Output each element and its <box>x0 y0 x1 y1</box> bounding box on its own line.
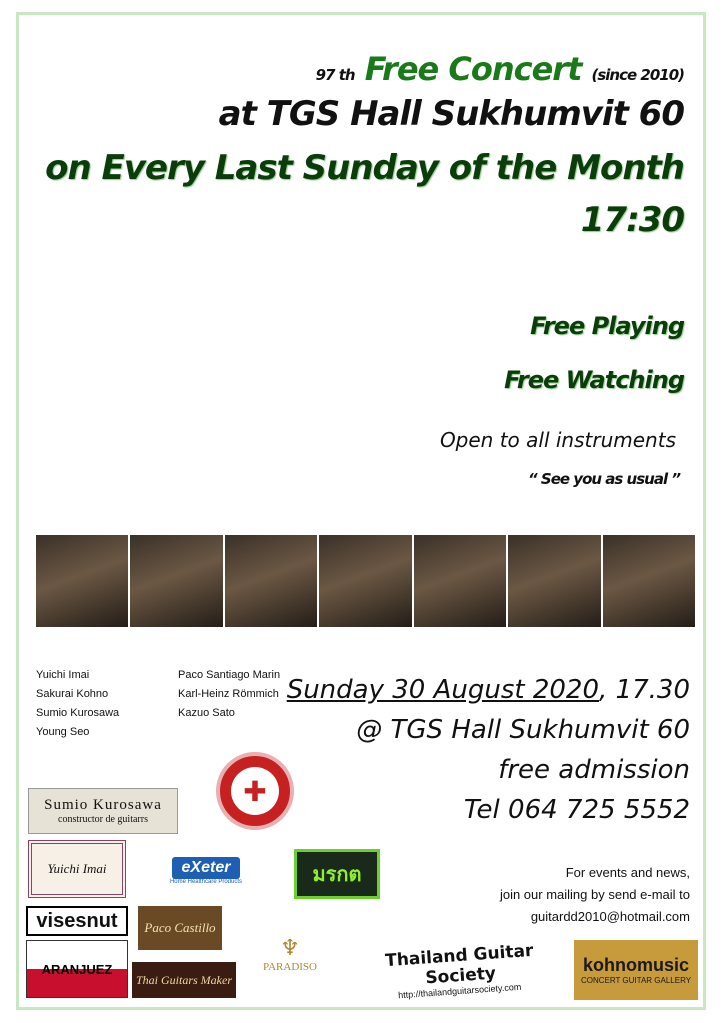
since-label: (since 2010) <box>591 66 684 84</box>
free-playing: Free Playing <box>530 312 684 340</box>
imai-logo: Yuichi Imai <box>28 840 126 898</box>
sesnut-logo: visesnut <box>26 906 128 936</box>
event-date: Sunday 30 August 2020 <box>286 675 600 705</box>
kohnomusic-logo: kohnomusic CONCERT GUITAR GALLERY <box>574 940 698 1000</box>
header-line-1 <box>316 50 684 88</box>
thai-guitars-maker-logo: Thai Guitars Maker <box>132 962 236 998</box>
sponsor-list-right <box>178 666 280 723</box>
event-phone: Tel 064 725 5552 <box>463 795 690 825</box>
concert-photo <box>36 535 128 627</box>
open-instruments: Open to all instruments <box>439 428 676 452</box>
event-venue: @ TGS Hall Sukhumvit 60 <box>356 715 690 745</box>
sponsor-name: Karl-Heinz Römmich <box>178 688 279 700</box>
venue-heading: at TGS Hall Sukhumvit 60 <box>218 94 684 134</box>
concert-photo <box>414 535 506 627</box>
exeter-logo: eXeter Home Healthcare Products <box>169 859 243 885</box>
green-brand-logo: มรกต <box>294 849 380 899</box>
contact-line-2: join our mailing by send e-mail to <box>499 887 690 902</box>
contact-info <box>500 862 690 928</box>
contact-email: guitardd2010@hotmail.com <box>530 909 690 924</box>
event-admission: free admission <box>498 755 690 785</box>
see-you-usual: “ See you as usual ” <box>528 470 680 488</box>
sponsor-name: Sumio Kurosawa <box>36 707 120 719</box>
schedule-heading: on Every Last Sunday of the Month <box>45 148 684 188</box>
edition: 97 th <box>315 66 355 84</box>
sponsor-name: Kazuo Sato <box>178 707 235 719</box>
contact-line-1: For events and news, <box>565 865 690 880</box>
paradiso-logo: ♆ PARADISO <box>262 935 317 973</box>
seal-icon: ✚ <box>231 767 279 815</box>
paco-castillo-logo: Paco Castillo <box>138 906 222 950</box>
society-seal-logo <box>216 752 294 830</box>
sponsor-name: Young Seo <box>36 726 90 738</box>
photo-strip <box>36 535 695 627</box>
thailand-guitar-society-logo: Thailand Guitar Society http://thailandguitarsociety.com <box>384 940 534 1001</box>
concert-photo <box>508 535 600 627</box>
sponsor-name: Yuichi Imai <box>36 669 90 681</box>
time-heading: 17:30 <box>580 200 684 240</box>
aranjuez-logo: ARANJUEZ <box>26 940 128 998</box>
guitar-head-icon: ♆ <box>280 935 300 960</box>
concert-photo <box>130 535 222 627</box>
sponsor-name: Paco Santiago Marin <box>178 669 281 681</box>
concert-photo <box>603 535 695 627</box>
sponsor-name: Sakurai Kohno <box>36 688 109 700</box>
concert-photo <box>319 535 411 627</box>
sponsor-list-left <box>36 666 119 742</box>
kurosawa-logo: Sumio Kurosawa constructor de guitarrs <box>28 788 178 834</box>
free-watching: Free Watching <box>504 366 684 394</box>
event-time: , 17.30 <box>599 675 690 705</box>
event-details <box>287 670 690 830</box>
concert-title: Free Concert <box>364 50 582 88</box>
concert-photo <box>225 535 317 627</box>
